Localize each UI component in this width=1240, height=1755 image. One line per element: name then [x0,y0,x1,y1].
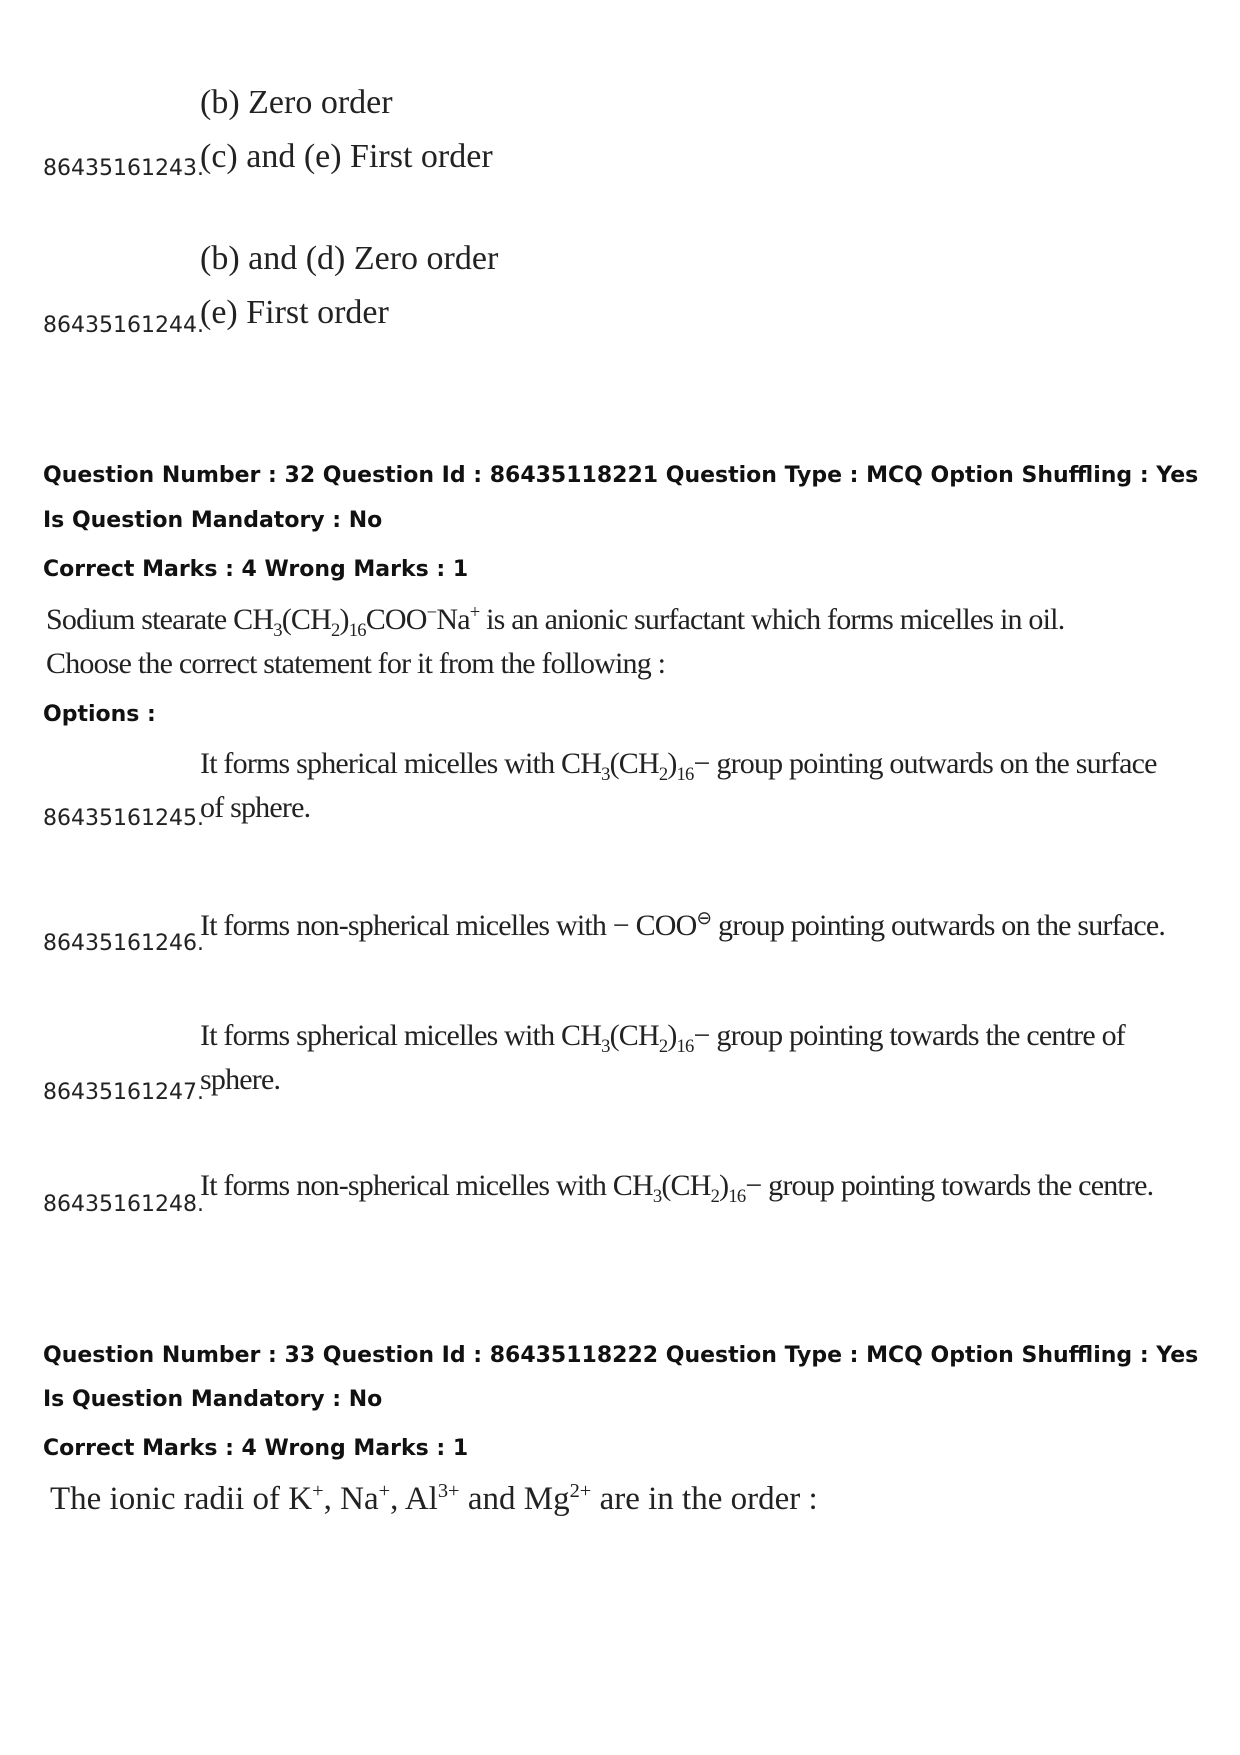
option-id: 86435161248. [43,1192,204,1217]
option-text: It forms spherical micelles with $CH_3(CH_2)_{16}-$ group pointing outwards on the surface of sphere. [200,747,1157,824]
question-header: Question Number : 33 Question Id : 86435118222 Question Type : MCQ Option Shuffling : Yes [43,1343,1199,1368]
option-id: 86435161246. [43,931,204,956]
question-header: Question Number : 32 Question Id : 86435118221 Question Type : MCQ Option Shuffling : Yes [43,463,1199,488]
question-mandatory: Is Question Mandatory : No [43,1387,383,1412]
question-marks: Correct Marks : 4 Wrong Marks : 1 [43,1436,469,1461]
option-text: It forms non-spherical micelles with $CH_3(CH_2)_{16}-$ group pointing towards the centre. [200,1169,1154,1207]
option-image-text: (b) and (d) Zero order (e) First order [200,240,499,331]
question-marks: Correct Marks : 4 Wrong Marks : 1 [43,557,469,582]
option-id: 86435161247. [43,1080,204,1105]
question-stem: The ionic radii of K+, Na+, $Al^{3+}$ and $Mg^{2+}$ are in the order : [50,1480,818,1517]
option-id: 86435161243. [43,156,204,181]
option-text: It forms spherical micelles with $CH_3(CH_2)_{16}-$ group pointing towards the centre of sphere. [200,1019,1125,1096]
option-id: 86435161245. [43,806,204,831]
option-image-text: (b) Zero order (c) and (e) First order [200,84,493,175]
question-mandatory: Is Question Mandatory : No [43,508,383,533]
option-text: It forms non-spherical micelles with − COO⊖ group pointing outwards on the surface. [200,908,1166,942]
question-stem: Sodium stearate $CH_3(CH_2)_{16}COO^-Na^+$ is an anionic surfactant which forms micelles in oil. Choose the correct statement for it from the following : [46,602,1065,680]
option-id: 86435161244. [43,313,204,338]
options-label: Options : [43,702,156,727]
